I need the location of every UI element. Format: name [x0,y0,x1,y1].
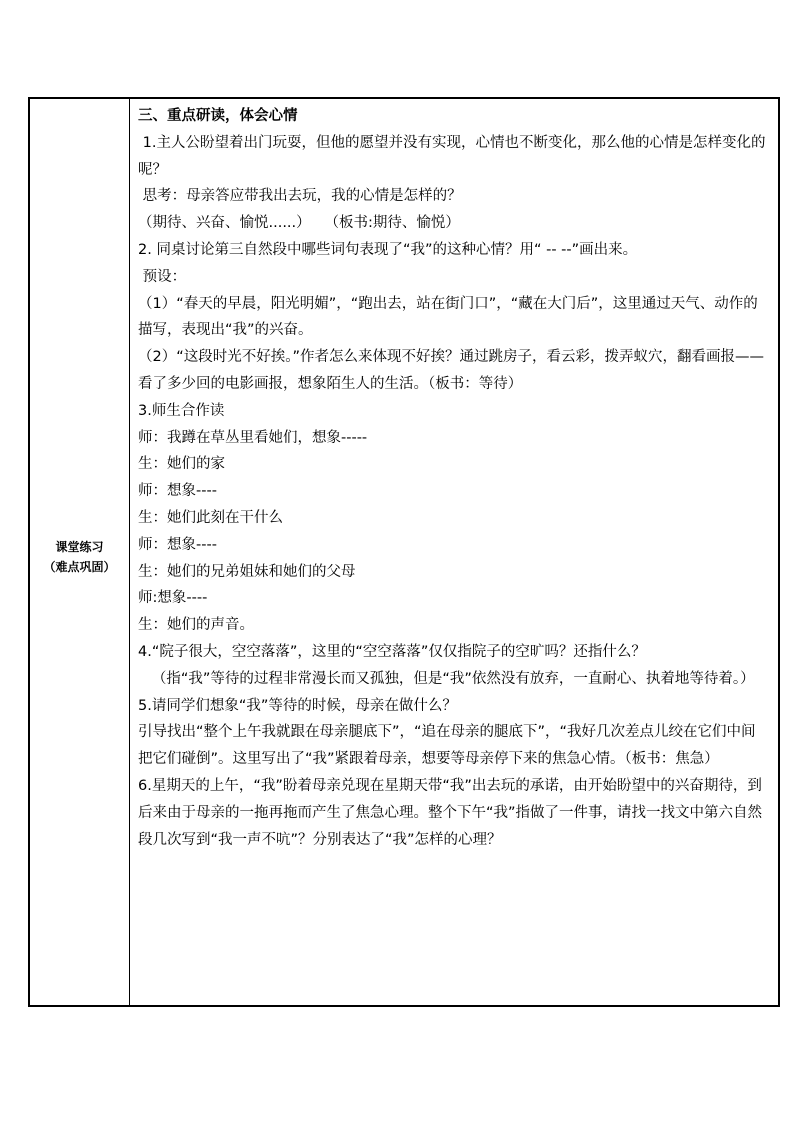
content-cell [130,99,778,1005]
dialogue-line: 生：她们此刻在干什么 [138,509,283,526]
paragraph-preset-1: （1）“春天的早晨，阳光明媚”，“跑出去，站在街门口”，“藏在大门后”，这里通过天气、动作的描写，表现出“我”的兴奋。 [138,295,758,339]
paragraph-q2: 2. 同桌讨论第三自然段中哪些词句表现了“我”的这种心情？用“ -- --”画出来。 [138,241,638,258]
dialogue-line: 师:想象---- [138,590,208,607]
paragraph-q5-guide: 引导找出“整个上午我就跟在母亲腿底下”，“追在母亲的腿底下”，“我好几次差点儿绞在它们中间把它们碰倒”。这里写出了“我”紧跟着母亲，想要等母亲停下来的焦急心情。（板书：焦急） [138,724,756,768]
lesson-table [28,97,780,1007]
paragraph-q4: 4.“院子很大，空空落落”，这里的“空空落落”仅仅指院子的空旷吗？还指什么？ [138,643,646,660]
paragraph-answer: （期待、兴奋、愉悦......） （板书:期待、愉悦） [138,215,460,232]
paragraph-preset: 预设： [138,268,187,285]
section-heading: 三、重点研读，体会心情 [138,108,298,124]
paragraph-preset-2: （2）“这段时光不好挨。”作者怎么来体现不好挨？通过跳房子，看云彩，拨弄蚁穴，翻看画报——看了多少回的电影画报，想象陌生人的生活。（板书：等待） [138,349,764,392]
dialogue-line: 生：她们的兄弟姐妹和她们的父母 [138,563,356,580]
dialogue-line: 师：我蹲在草丛里看她们，想象----- [138,429,368,446]
dialogue-line: 师：想象---- [138,483,217,500]
paragraph-q3: 3.师生合作读 [138,402,225,419]
paragraph-q4-answer: （指“我”等待的过程非常漫长而又孤独，但是“我”依然没有放弃，一直耐心、执着地等待着。） [138,670,755,687]
paragraph-think: 思考：母亲答应带我出去玩，我的心情是怎样的？ [138,188,462,205]
paragraph-q5: 5.请同学们想象“我”等待的时候，母亲在做什么？ [138,697,457,714]
dialogue-line: 生：她们的声音。 [138,617,254,634]
section-label-line1: 课堂练习 [55,540,104,554]
section-label-line2: （难点巩固） [43,560,116,574]
section-label-cell [30,99,130,1005]
dialogue-line: 师：想象---- [138,536,217,553]
dialogue-line: 生：她们的家 [138,456,225,473]
paragraph-q6: 6.星期天的上午，“我”盼着母亲兑现在星期天带“我”出去玩的承诺，由开始盼望中的兴奋期待，到后来由于母亲的一拖再拖而产生了焦急心理。整个下午“我”指做了一件事，请找一找文中第六自然段几次写到“我一声不吭”？分别表达了“我”怎样的心理？ [138,777,763,848]
paragraph-q1: 1.主人公盼望着出门玩耍，但他的愿望并没有实现，心情也不断变化，那么他的心情是怎样变化的呢？ [138,134,766,178]
